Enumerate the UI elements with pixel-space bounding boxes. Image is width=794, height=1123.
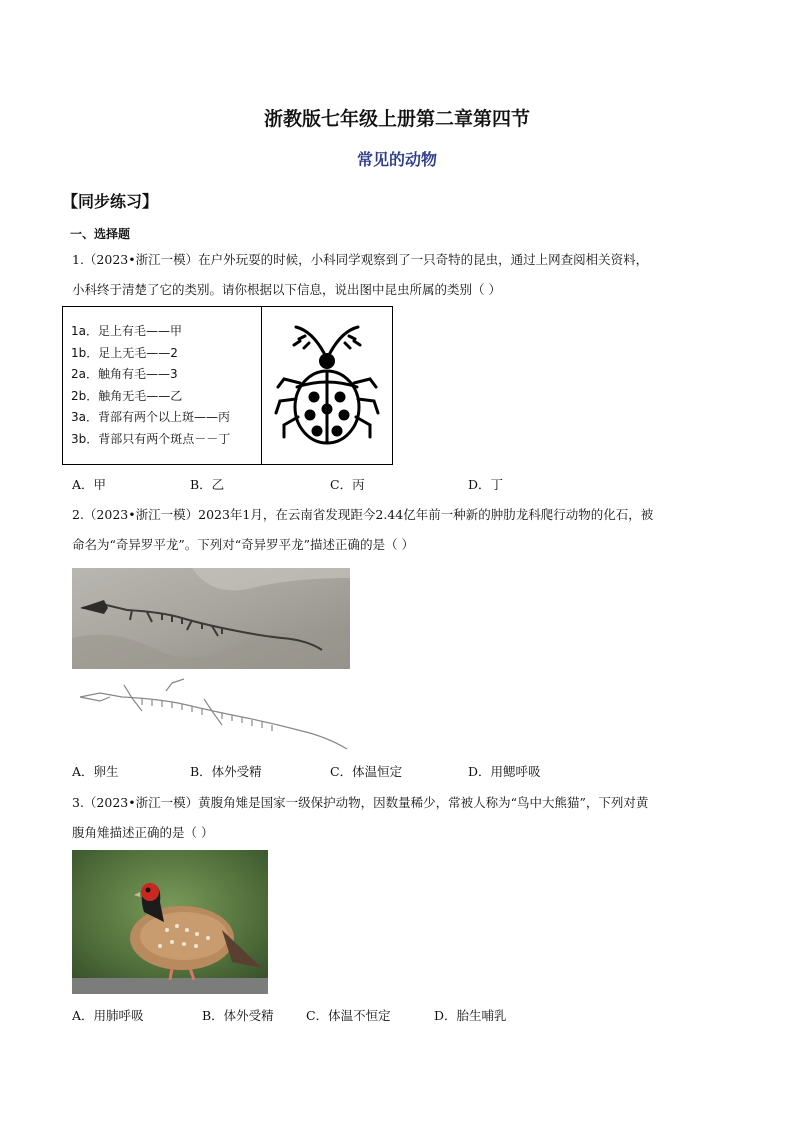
question-line: 腹角雉描述正确的是（ ）: [72, 825, 214, 840]
option-c[interactable]: C．丙: [330, 477, 365, 492]
pheasant-image: [72, 850, 268, 994]
option-c[interactable]: C．体温恒定: [330, 764, 403, 779]
option-c[interactable]: C．体温不恒定: [306, 1008, 391, 1023]
key-entries: [63, 307, 262, 464]
fossil-photo: [72, 568, 350, 669]
fossil-image: [72, 568, 350, 669]
question-line: 命名为“奇异罗平龙”。下列对“奇异罗平龙”描述正确的是（ ）: [72, 537, 415, 552]
skeleton-drawing: [72, 673, 352, 753]
page-subtitle: 常见的动物: [356, 150, 437, 169]
option-a[interactable]: A．用肺呼吸: [72, 1008, 144, 1023]
subsection-heading: 一、选择题: [70, 227, 131, 241]
option-a[interactable]: A．卵生: [72, 764, 119, 779]
key-entry: 3a．背部有两个以上斑——丙: [71, 410, 230, 424]
skeleton-image: [72, 673, 352, 753]
option-d[interactable]: D．用鳃呼吸: [468, 764, 541, 779]
question-line: 1.（2023•浙江一模）在户外玩耍的时候，小科同学观察到了一只奇特的昆虫，通过上网查阅相关资料，: [72, 252, 649, 267]
question-3-text: [72, 788, 648, 848]
question-2-options: [72, 762, 541, 780]
question-2-text: [72, 500, 653, 560]
option-b[interactable]: B．体外受精: [190, 764, 262, 779]
question-1-options: [72, 475, 503, 493]
option-d[interactable]: D．胎生哺乳: [434, 1008, 507, 1023]
key-entry: 1a．足上有毛——甲: [71, 324, 182, 338]
option-b[interactable]: B．体外受精: [202, 1008, 274, 1023]
key-entry: 3b．背部只有两个斑点－－丁: [71, 431, 231, 446]
option-a[interactable]: A．甲: [72, 477, 107, 492]
key-entry: 2b．触角无毛——乙: [71, 388, 183, 403]
question-1-text: [72, 245, 648, 305]
question-line: 小科终于清楚了它的类别。请你根据以下信息，说出图中昆虫所属的类别（ ）: [72, 282, 501, 297]
option-d[interactable]: D．丁: [468, 477, 504, 492]
bird-photo: [72, 850, 268, 994]
page-title: 浙教版七年级上册第二章第四节: [263, 108, 530, 130]
question-3-options: [72, 1006, 507, 1024]
key-entry: 1b．足上无毛——2: [71, 345, 178, 360]
beetle-icon: [272, 321, 382, 451]
question-line: 2.（2023•浙江一模）2023年1月，在云南省发现距今2.44亿年前一种新的肿肋龙科爬行动物的化石，被: [72, 507, 654, 522]
dichotomous-key-table: [62, 306, 393, 465]
insect-illustration: [262, 307, 392, 464]
key-entry: 2a．触角有毛——3: [71, 367, 178, 381]
question-line: 3.（2023•浙江一模）黄腹角雉是国家一级保护动物，因数量稀少，常被人称为“鸟中大熊猫”，下列对黄: [72, 795, 649, 810]
section-heading: 【同步练习】: [62, 192, 159, 211]
option-b[interactable]: B．乙: [190, 477, 225, 492]
